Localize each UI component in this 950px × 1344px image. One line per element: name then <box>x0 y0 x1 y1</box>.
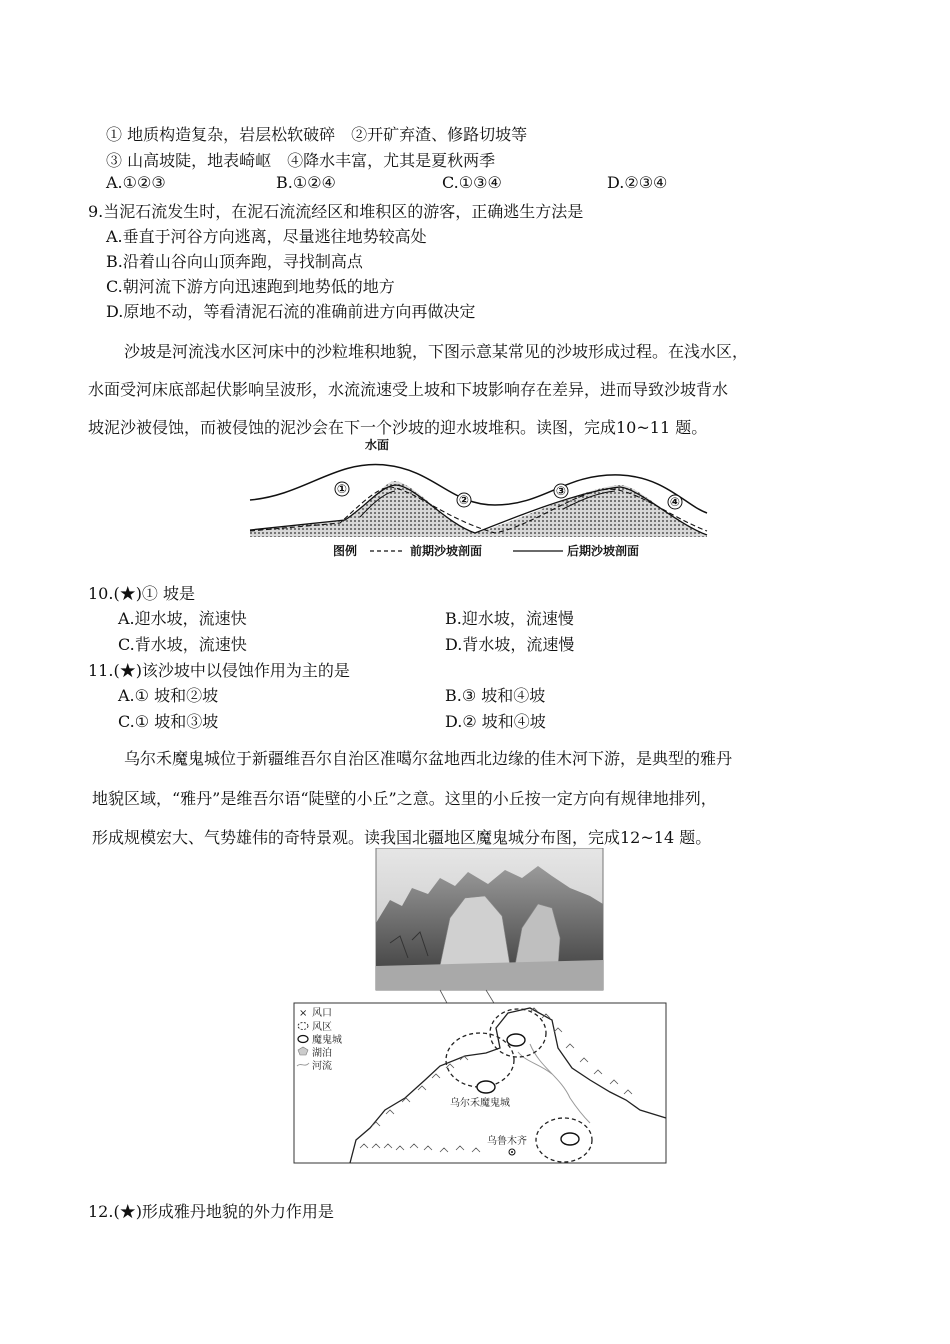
q8-statement-line-1: ① 地质构造复杂，岩层松软破碎 ②开矿弃渣、修路切坡等 <box>106 125 528 144</box>
svg-text:湖泊: 湖泊 <box>312 1048 332 1059</box>
passage2-line-1: 乌尔禾魔鬼城位于新疆维吾尔自治区准噶尔盆地西北边缘的佳木河下游，是典型的雅丹 <box>124 749 733 768</box>
svg-text:③: ③ <box>555 484 567 498</box>
passage2-line-2: 地貌区域，“雅丹”是维吾尔语“陡壁的小丘”之意。这里的小丘按一定方向有规律地排列， <box>92 789 717 808</box>
q9-option-b: B.沿着山谷向山顶奔跑，寻找制高点 <box>106 252 363 271</box>
svg-text:风区: 风区 <box>312 1022 332 1033</box>
north-xinjiang-map <box>294 1003 666 1163</box>
q11-stem: 11.(★)该沙坡中以侵蚀作用为主的是 <box>88 661 350 680</box>
svg-text:④: ④ <box>669 495 681 509</box>
urho-city-label: 乌尔禾魔鬼城 <box>450 1098 510 1109</box>
marker-1 <box>335 482 349 496</box>
marker-4 <box>668 495 682 509</box>
marker-2 <box>457 493 471 507</box>
q9-option-d: D.原地不动，等看清泥石流的准确前进方向再做决定 <box>106 302 476 321</box>
q8-option-c: C.①③④ <box>442 173 502 192</box>
q10-stem: 10.(★)① 坡是 <box>88 584 196 603</box>
q10-option-b: B.迎水坡，流速慢 <box>445 609 574 628</box>
legend-dashed-label: 前期沙坡剖面 <box>410 544 483 558</box>
passage1-line-2: 水面受河床底部起伏影响呈波形，水流流速受上坡和下坡影响存在差异，进而导致沙坡背水 <box>88 380 729 399</box>
marker-3 <box>554 484 568 498</box>
passage1-line-3: 坡泥沙被侵蚀，而被侵蚀的泥沙会在下一个沙坡的迎水坡堆积。读图，完成10~11 题。 <box>88 418 708 437</box>
sand-slope-diagram <box>245 435 710 563</box>
q9-option-c: C.朝河流下游方向迅速跑到地势低的地方 <box>106 277 395 296</box>
legend-title: 图例 <box>333 544 358 558</box>
q8-option-a: A.①②③ <box>106 173 166 192</box>
yardang-figure <box>290 848 670 1166</box>
svg-text:河流: 河流 <box>312 1061 332 1072</box>
svg-text:魔鬼城: 魔鬼城 <box>312 1035 342 1046</box>
q10-option-d: D.背水坡，流速慢 <box>445 635 575 654</box>
q9-stem: 9.当泥石流发生时，在泥石流流经区和堆积区的游客，正确逃生方法是 <box>88 202 584 221</box>
q11-option-a: A.① 坡和②坡 <box>118 686 219 705</box>
q8-statement-line-2: ③ 山高坡陡，地表崎岖 ④降水丰富，尤其是夏秋两季 <box>106 151 496 170</box>
q10-option-c: C.背水坡，流速快 <box>118 635 247 654</box>
svg-text:②: ② <box>458 493 470 507</box>
legend-solid-label: 后期沙坡剖面 <box>567 544 640 558</box>
water-surface-label: 水面 <box>365 438 390 452</box>
q12-stem: 12.(★)形成雅丹地貌的外力作用是 <box>88 1202 334 1221</box>
q11-option-d: D.② 坡和④坡 <box>445 712 546 731</box>
passage2-line-3: 形成规模宏大、气势雄伟的奇特景观。读我国北疆地区魔鬼城分布图，完成12~14 题。 <box>92 828 712 847</box>
sand-bed <box>250 481 707 537</box>
q9-option-a: A.垂直于河谷方向逃离，尽量逃往地势较高处 <box>106 227 427 246</box>
q10-option-a: A.迎水坡，流速快 <box>118 609 247 628</box>
q11-option-c: C.① 坡和③坡 <box>118 712 219 731</box>
q8-option-d: D.②③④ <box>607 173 668 192</box>
q8-option-b: B.①②④ <box>276 173 336 192</box>
yardang-photo <box>376 848 603 990</box>
svg-text:①: ① <box>336 482 348 496</box>
svg-text:×: × <box>299 1008 308 1019</box>
urumqi-label: 乌鲁木齐 <box>487 1136 527 1147</box>
passage1-line-1: 沙坡是河流浅水区河床中的沙粒堆积地貌，下图示意某常见的沙坡形成过程。在浅水区， <box>124 342 749 361</box>
svg-text:风口: 风口 <box>312 1008 332 1019</box>
q11-option-b: B.③ 坡和④坡 <box>445 686 546 705</box>
